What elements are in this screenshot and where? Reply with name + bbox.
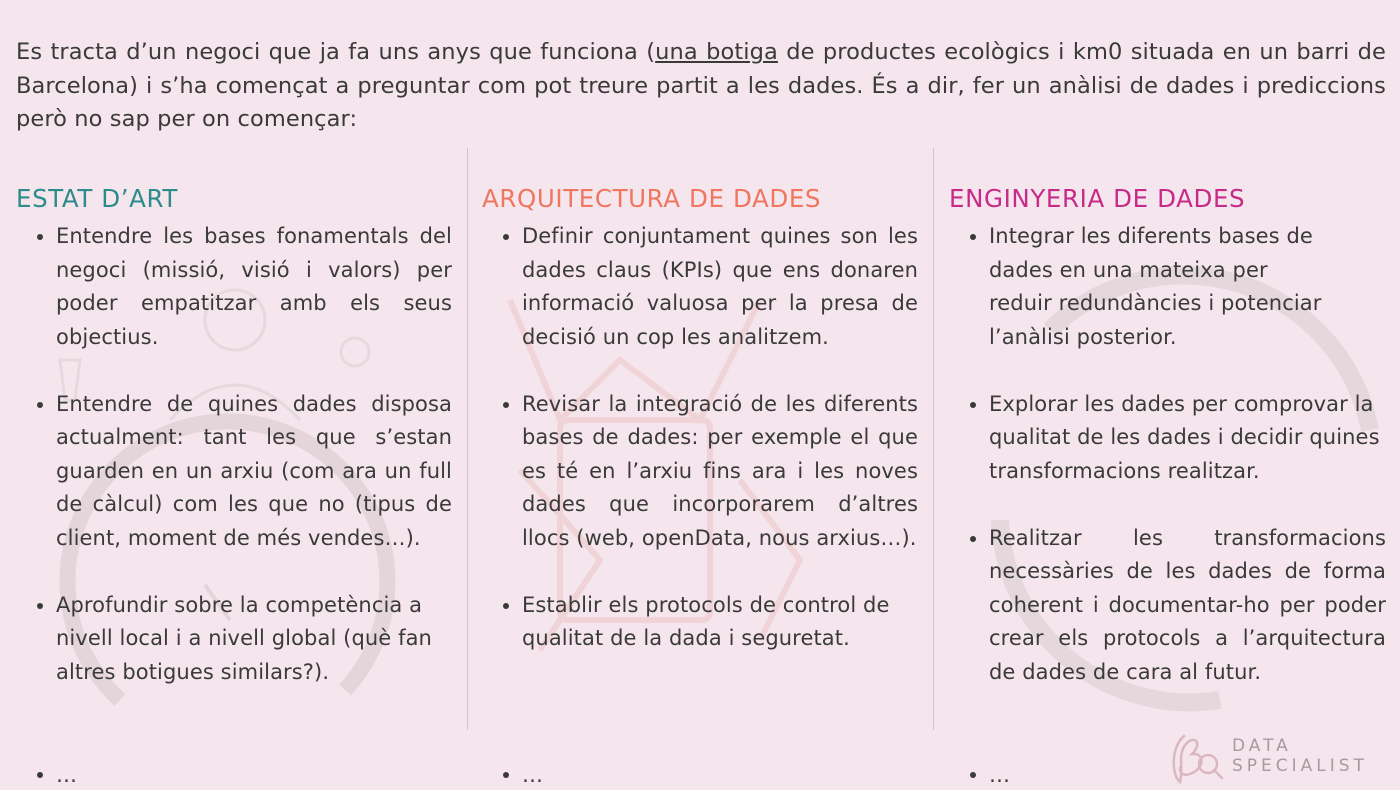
shop-link[interactable]: una botiga <box>655 39 778 65</box>
list-item: Integrar les diferents bases de dades en una mateixa per reduir redundàncies i potenciar l’anàlisi posterior. <box>949 220 1386 354</box>
column-enginyeria <box>949 182 1386 723</box>
list-item: Revisar la integració de les diferents bases de dades: per exemple el que es té en l’arxiu fins ara i les noves dades que incorporarem d’altres llocs (web, openData, nous arxius…). <box>482 388 918 556</box>
bq-monogram-icon <box>1166 728 1226 786</box>
bullet-list <box>482 220 918 656</box>
list-item: Entendre les bases fonamentals del negoci (missió, visió i valors) per poder empatitzar amb els seus objectius. <box>16 220 452 354</box>
list-item: Aprofundir sobre la competència a nivell local i a nivell global (què fan altres botigues similars?). <box>16 589 452 690</box>
intro-paragraph: Es tracta d’un negoci que ja fa uns anys que funciona (una botiga de productes ecològics i km0 situada en un barri de Barcelona) i s’ha començat a preguntar com pot treure partit a les dades. És a dir, fer un anàlisi de dades i prediccions però no sap per on començar: <box>16 39 1386 132</box>
list-item: Definir conjuntament quines son les dades claus (KPIs) que ens donaren informació valuosa per la presa de decisió un cop les analitzem. <box>482 220 918 354</box>
list-item: Realitzar les transformacions necessàries de les dades de forma coherent i documentar-ho per poder crear els protocols a l’arquitectura de dades de cara al futur. <box>949 522 1386 690</box>
bullet-list <box>949 220 1386 689</box>
column-divider-1 <box>467 148 468 730</box>
list-item: Entendre de quines dades disposa actualment: tant les que s’estan guarden en un arxiu (com ara un full de càlcul) com les que no (tipus de client, moment de més vendes…). <box>16 388 452 556</box>
column-title: ESTAT D’ART <box>16 184 178 213</box>
column-title: ARQUITECTURA DE DADES <box>482 184 822 213</box>
list-item: Explorar les dades per comprovar la qualitat de les dades i decidir quines transformacions realitzar. <box>949 388 1386 489</box>
column-title: ENGINYERIA DE DADES <box>949 184 1246 213</box>
column-estat-art <box>16 182 452 723</box>
more-item: … <box>482 760 543 790</box>
column-divider-2 <box>933 148 934 730</box>
brand-logo <box>1166 728 1396 786</box>
bullet-list <box>16 220 452 689</box>
column-arquitectura <box>482 182 918 689</box>
list-item: Establir els protocols de control de qualitat de la dada i seguretat. <box>482 589 918 656</box>
logo-wordmark: DATA SPECIALIST <box>1232 736 1368 776</box>
more-item: … <box>949 760 1010 790</box>
more-item: … <box>16 760 77 790</box>
